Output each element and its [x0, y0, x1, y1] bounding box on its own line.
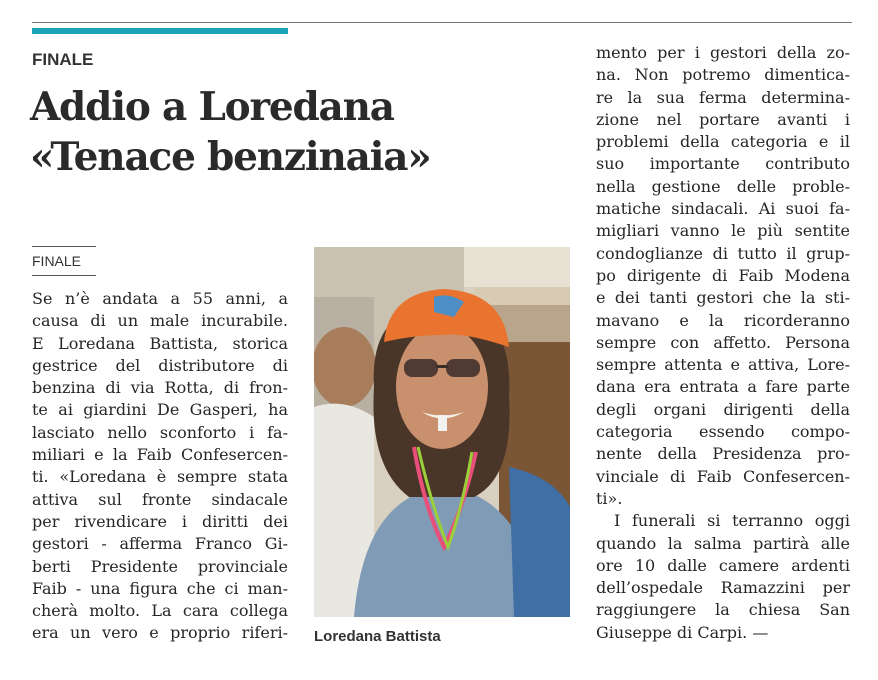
body-line: dana era entrata a fare parte	[596, 377, 850, 397]
headline-line: «Tenace benzinaia»	[30, 134, 431, 180]
body-line: sempre attenta e attiva, Lore-	[596, 355, 850, 375]
body-line: te ai giardini De Gasperi, ha	[32, 400, 288, 420]
location-rule-top	[32, 246, 96, 247]
body-line: matiche sindacali. Ai suoi fa-	[596, 199, 850, 219]
body-line: ti».	[596, 488, 623, 508]
body-line: na. Non potremo dimentica-	[596, 65, 850, 85]
body-line: re la sua ferma determina-	[596, 87, 850, 107]
body-line: suo importante contributo	[596, 154, 850, 174]
body-line: cherà molto. La cara collega	[32, 601, 288, 621]
body-line: degli organi dirigenti della	[596, 399, 850, 419]
photo-caption: Loredana Battista	[314, 628, 441, 645]
body-line: vinciale di Faib Confesercen-	[596, 466, 850, 486]
location-label: FINALE	[32, 253, 82, 269]
article-body-left-column	[32, 288, 288, 645]
body-line: gestrice del distributore di	[32, 355, 288, 375]
body-line: E Loredana Battista, storica	[32, 333, 288, 353]
body-line: categoria essendo compo-	[596, 422, 850, 442]
body-line: mento per i gestori della zo-	[596, 43, 850, 62]
body-line: mavano e la ricorderanno	[596, 310, 850, 330]
article-body-right-column	[596, 42, 850, 644]
body-line: problemi della categoria e il	[596, 132, 850, 152]
headline-line: Addio a Loredana	[30, 84, 394, 130]
body-line: lasciato nello sconforto i fa-	[32, 422, 288, 442]
body-line: nente della Presidenza pro-	[596, 444, 850, 464]
headline	[30, 82, 431, 182]
body-line: I funerali si terranno oggi	[614, 511, 850, 531]
section-accent-bar	[32, 28, 288, 34]
body-line: sempre con affetto. Persona	[596, 332, 850, 352]
body-line: berti Presidente provinciale	[32, 556, 288, 576]
body-line: Faib - una figura che ci man-	[32, 578, 288, 598]
body-line: attiva sul fronte sindacale	[32, 489, 288, 509]
body-line: era un vero e proprio riferi-	[32, 623, 288, 643]
portrait-photo	[314, 247, 570, 617]
body-line: per rivendicare i diritti dei	[32, 511, 288, 531]
body-line: Se n’è andata a 55 anni, a	[32, 289, 288, 308]
body-line: po dirigente di Faib Modena	[596, 265, 850, 285]
body-line: raggiungere la chiesa San	[596, 600, 850, 620]
body-line: ti. «Loredana è sempre stata	[32, 467, 288, 487]
body-line: condoglianze di tutto il grup-	[596, 243, 850, 263]
body-line: zione nel portare avanti i	[596, 109, 850, 129]
body-line: nella gestione delle proble-	[596, 176, 850, 196]
body-line: quando la salma partirà alle	[596, 533, 850, 553]
body-line: ore 10 dalle camere ardenti	[596, 555, 850, 575]
kicker-label: FINALE	[32, 50, 94, 69]
body-line: miliari e la Faib Confesercen-	[32, 445, 288, 465]
body-line: dell’ospedale Ramazzini per	[596, 578, 850, 598]
body-line: benzina di via Rotta, di fron-	[32, 378, 288, 398]
body-line: gestori - afferma Franco Gi-	[32, 534, 288, 554]
body-line: migliari vanno le più sentite	[596, 221, 850, 241]
top-rule	[32, 22, 852, 23]
body-line: e dei tanti gestori che la sti-	[596, 288, 850, 308]
body-line: Giuseppe di Carpi. —	[596, 622, 769, 642]
location-rule-bottom	[32, 275, 96, 276]
body-line: causa di un male incurabile.	[32, 311, 288, 331]
